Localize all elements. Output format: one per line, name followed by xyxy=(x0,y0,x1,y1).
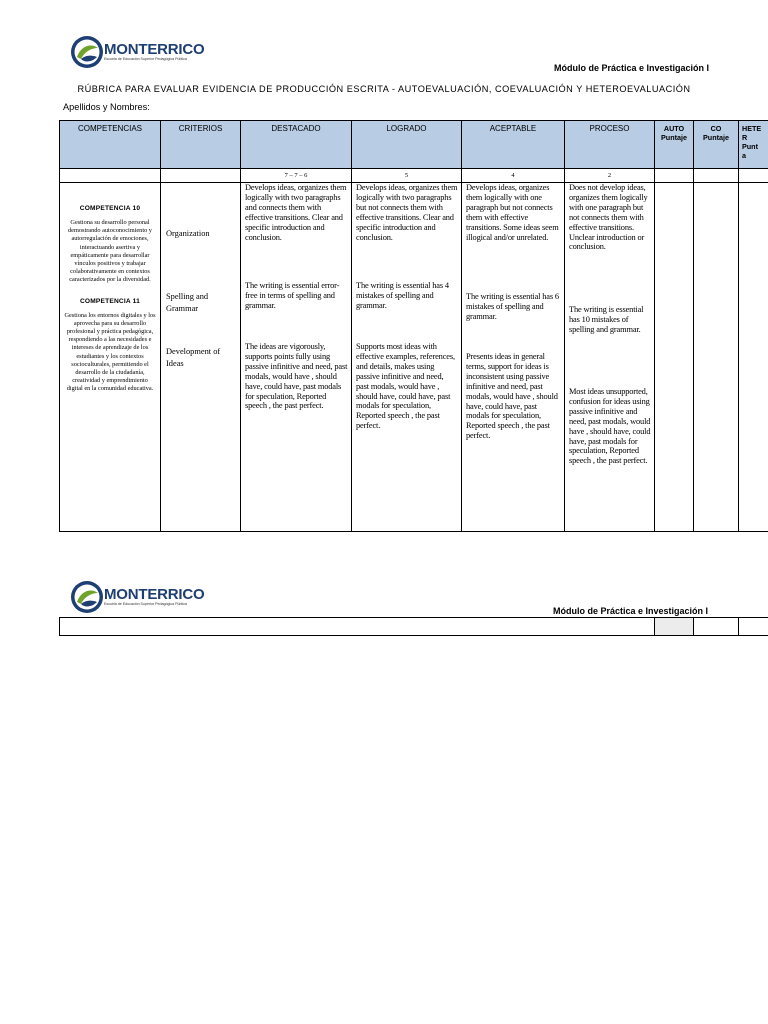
col-co-line1: CO xyxy=(710,124,722,133)
rubric-table xyxy=(59,120,768,532)
col-hetero-line2: R xyxy=(742,133,748,142)
score-row xyxy=(60,169,768,183)
criterion-development: Development of Ideas xyxy=(166,347,221,368)
competency-title: COMPETENCIA 11 xyxy=(79,297,141,305)
brand-tagline: Escuela de Educación Superior Pedagógica Pública xyxy=(104,57,187,61)
continuation-cell xyxy=(60,618,655,636)
continuation-row xyxy=(60,618,768,636)
proceso-cell xyxy=(565,183,655,532)
school-logo xyxy=(70,35,205,71)
col-competencias: COMPETENCIAS xyxy=(60,121,161,169)
col-co-line2: Puntaje xyxy=(703,133,729,142)
col-aceptable: ACEPTABLE xyxy=(462,121,565,169)
score-aceptable: 4 xyxy=(462,169,565,183)
destacado-development: The ideas are vigorously, supports points fully using passive infinitive and need, past modals, would have , should have, could have, past modals for speculation, Reported speech , the past perfect. xyxy=(245,342,348,411)
brand-name: MONTERRICO xyxy=(104,41,205,58)
col-hetero xyxy=(739,121,768,169)
logo-emblem-icon xyxy=(70,35,104,69)
col-proceso: PROCESO xyxy=(565,121,655,169)
hetero-score-cell[interactable] xyxy=(739,169,768,183)
logrado-cell xyxy=(352,183,462,532)
competency-title: COMPETENCIA 10 xyxy=(79,205,141,212)
score-logrado: 5 xyxy=(352,169,462,183)
competencies-cell xyxy=(60,183,161,532)
hetero-score-body[interactable] xyxy=(739,183,768,532)
proceso-organization: Does not develop ideas, organizes them logically with one paragraph but not connects them with effective transitions. Unclear introduction or conclusion. xyxy=(569,183,648,252)
names-label: Apellidos y Nombres: xyxy=(63,102,150,112)
proceso-spelling: The writing is essential has 10 mistakes of spelling and grammar. xyxy=(569,305,644,334)
co-score-body[interactable] xyxy=(694,183,739,532)
continuation-table xyxy=(59,617,768,636)
destacado-organization: Develops ideas, organizes them logically with two paragraphs and connects them with effective transitions. Clear and specific introduction and conclusion. xyxy=(245,183,347,242)
logrado-spelling: The writing is essential has 4 mistakes of spelling and grammar. xyxy=(356,281,449,310)
col-auto-line1: AUTO xyxy=(663,124,685,133)
module-title: Módulo de Práctica e Investigación I xyxy=(554,63,710,73)
criteria-cell xyxy=(161,183,241,532)
criterion-spelling: Spelling and Grammar xyxy=(166,292,209,313)
brand-tagline: Escuela de Educación Superior Pedagógica Pública xyxy=(104,602,187,606)
col-auto xyxy=(655,121,694,169)
brand-name: MONTERRICO xyxy=(104,586,205,603)
competency-text: Gestiona su desarrollo personal demostrando autoconocimiento y autorregulación de emociones, interactuando asertiva y empáticamente para desarrollar vínculos positivos y trabajar colaborativamente en contextos caracterizados por la diversidad. xyxy=(68,219,152,284)
competency-text: Gestiona los entornos digitales y los aprovecha para su desarrollo profesional y práctica pedagógica, respondiendo a las necesidades e intereses de aprendizaje de los estudiantes y los contextos socioculturales, permitiendo el desarrollo de la ciudadanía, creatividad y emprendimiento digital en la comunidad educativa. xyxy=(64,311,156,393)
proceso-development: Most ideas unsupported, confusion for ideas using passive infinitive and need, past modals, would have , should have, could have, past modals for speculation, Reported speech , the past perfect. xyxy=(569,387,651,466)
score-destacado: 7 – 7 – 6 xyxy=(241,169,352,183)
aceptable-cell xyxy=(462,183,565,532)
col-destacado: DESTACADO xyxy=(241,121,352,169)
auto-score-body[interactable] xyxy=(655,183,694,532)
col-hetero-line3: Punt xyxy=(742,142,758,151)
auto-score-cell[interactable] xyxy=(655,618,694,636)
col-hetero-line1: HETE xyxy=(742,124,762,133)
aceptable-spelling: The writing is essential has 6 mistakes of spelling and grammar. xyxy=(466,292,559,321)
aceptable-organization: Develops ideas, organizes them logically with one paragraph but not connects them with effective transitions. Some ideas seem illogical and/or unrelated. xyxy=(466,183,559,242)
logrado-development: Supports most ideas with effective examples, references, and details, makes using passive infinitive and need, past modals, would have , should have, could have, past modals for speculation, Reported speech , the past perfect. xyxy=(356,342,455,431)
col-co xyxy=(694,121,739,169)
logo-emblem-icon xyxy=(70,580,104,614)
aceptable-development: Presents ideas in general terms, support for ideas is inconsistent using passive infinitive and need, past modals, would have , should have, could have, past modals for speculation, Reported speech , the past perfect. xyxy=(466,352,558,441)
co-score-cell[interactable] xyxy=(694,618,739,636)
score-proceso: 2 xyxy=(565,169,655,183)
logrado-organization: Develops ideas, organizes them logically with two paragraphs but not connects them with effective transitions. Clear and specific introduction and conclusion. xyxy=(356,183,458,242)
score-empty xyxy=(60,169,161,183)
auto-score-cell[interactable] xyxy=(655,169,694,183)
document-title: RÚBRICA PARA EVALUAR EVIDENCIA DE PRODUCCIÓN ESCRITA - AUTOEVALUACIÓN, COEVALUACIÓN Y HETEROEVALUACIÓN xyxy=(77,84,691,94)
co-score-cell[interactable] xyxy=(694,169,739,183)
destacado-spelling: The writing is essential error-free in terms of spelling and grammar. xyxy=(245,281,340,310)
rubric-body-row xyxy=(60,183,768,532)
col-logrado: LOGRADO xyxy=(352,121,462,169)
criterion-organization: Organization xyxy=(166,229,210,238)
destacado-cell xyxy=(241,183,352,532)
col-auto-line2: Puntaje xyxy=(661,133,687,142)
col-hetero-line4: a xyxy=(742,151,746,160)
hetero-score-cell[interactable] xyxy=(739,618,768,636)
col-criterios: CRITERIOS xyxy=(161,121,241,169)
school-logo xyxy=(70,580,205,616)
score-empty xyxy=(161,169,241,183)
header-row xyxy=(60,121,768,169)
module-title: Módulo de Práctica e Investigación I xyxy=(553,606,709,616)
